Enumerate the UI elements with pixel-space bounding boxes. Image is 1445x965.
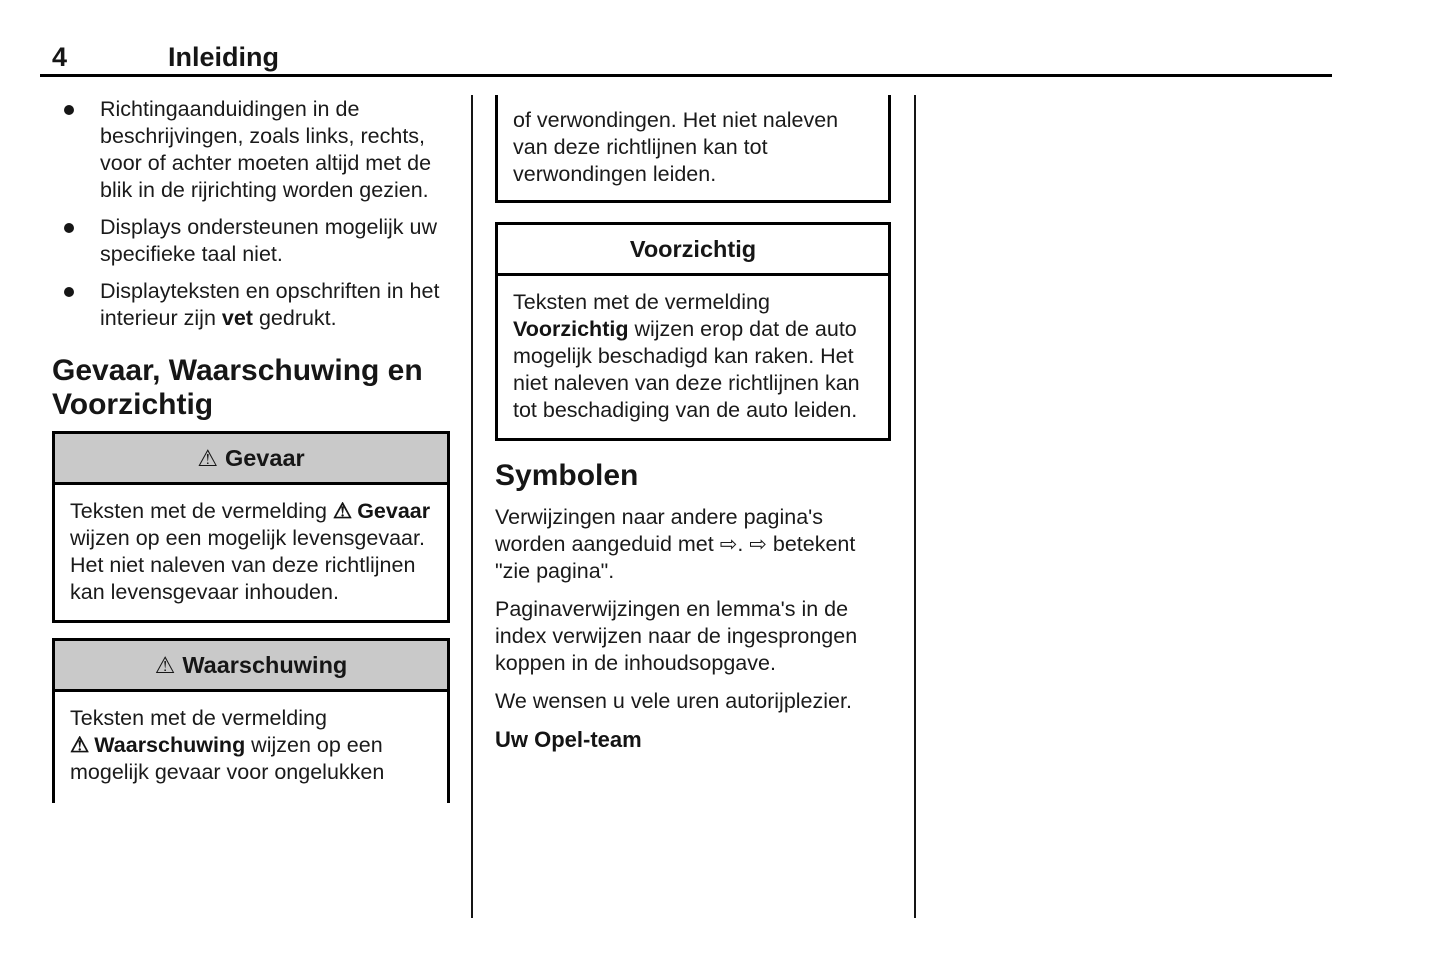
- warning-triangle-icon: ⚠: [70, 733, 90, 757]
- page-ref-arrow-icon: ⇨: [719, 533, 738, 556]
- danger-box-title: Gevaar: [224, 445, 305, 471]
- warning-triangle-icon: ⚠: [197, 445, 218, 471]
- bullet-text: gedrukt.: [252, 306, 337, 330]
- caution-body-bold: Voorzichtig: [513, 317, 629, 341]
- header-rule: [40, 74, 1332, 77]
- paragraph-text: betekent "zie pagina".: [495, 532, 856, 583]
- signature-line: Uw Opel-team: [495, 727, 642, 752]
- danger-box-header: [55, 434, 447, 485]
- symbols-paragraph-2: Paginaverwijzingen en lemma's in de index verwijzen naar de ingesprongen koppen in de inhoudsopgave.: [495, 597, 858, 675]
- continuation-box: [495, 95, 891, 203]
- symbols-paragraph-1: [495, 504, 891, 585]
- list-item: [52, 214, 450, 268]
- warning-box-title: Waarschuwing: [182, 652, 348, 678]
- middle-column: [495, 95, 891, 753]
- warning-body-text: Teksten met de vermelding: [70, 706, 327, 730]
- caution-body-text: Teksten met de vermelding: [513, 290, 770, 314]
- continuation-text: of verwondingen. Het niet naleven van deze richtlijnen kan tot verwondingen leiden.: [513, 108, 839, 186]
- page-ref-arrow-icon: ⇨: [749, 533, 767, 556]
- symbols-paragraph-3: We wensen u vele uren autorijplezier.: [495, 689, 852, 713]
- caution-box-header: [498, 225, 888, 276]
- bullet-text: Displayteksten en opschriften in het interieur zijn: [100, 279, 440, 330]
- page-title: Inleiding: [168, 42, 279, 72]
- warning-box: [52, 638, 450, 803]
- warning-body-text: wijzen op een mogelijk gevaar voor ongelukken: [70, 733, 385, 784]
- column-divider: [914, 95, 916, 918]
- warning-triangle-icon: ⚠: [154, 652, 176, 678]
- caution-box-body: [498, 276, 888, 438]
- warning-triangle-icon: ⚠: [332, 499, 353, 523]
- warning-box-body: [55, 692, 447, 800]
- symbols-heading: Symbolen: [495, 459, 639, 492]
- danger-box: [52, 431, 450, 623]
- bold-word: vet: [221, 306, 253, 330]
- danger-body-bold: ⚠ Gevaar: [332, 499, 431, 523]
- section-heading: Gevaar, Waarschuwing en Voorzichtig: [52, 354, 423, 421]
- bullet-text: Richtingaanduidingen in de beschrijvingen, zoals links, rechts, voor of achter moeten altijd met de blik in de rijrichting worden gezien.: [100, 97, 432, 202]
- paragraph-text: Verwijzingen naar andere pagina's worden aangeduid met: [495, 505, 824, 556]
- bullet-dot-icon: [64, 223, 74, 233]
- bullet-dot-icon: [64, 105, 74, 115]
- list-item: [52, 278, 450, 332]
- caution-box-title: Voorzichtig: [629, 236, 757, 262]
- bullet-dot-icon: [64, 287, 74, 297]
- warning-box-header: [55, 641, 447, 692]
- caution-body-text: wijzen erop dat de auto mogelijk beschadigd kan raken. Het niet naleven van deze richtlijnen kan tot beschadiging van de auto leiden.: [513, 317, 860, 422]
- danger-box-body: [55, 485, 447, 620]
- caution-box: [495, 222, 891, 441]
- left-column: [52, 96, 450, 803]
- bullet-list: [52, 96, 450, 332]
- danger-body-text: wijzen op een mogelijk levensgevaar. Het niet naleven van deze richtlijnen kan levensgevaar inhouden.: [70, 526, 425, 604]
- bullet-text: Displays ondersteunen mogelijk uw specifieke taal niet.: [100, 215, 438, 266]
- warning-body-bold: ⚠ Waarschuwing: [70, 733, 246, 757]
- list-item: [52, 96, 450, 204]
- column-divider: [471, 95, 473, 918]
- danger-body-text: Teksten met de vermelding: [70, 499, 333, 523]
- paragraph-text: .: [737, 532, 750, 556]
- page-number: 4: [52, 42, 68, 72]
